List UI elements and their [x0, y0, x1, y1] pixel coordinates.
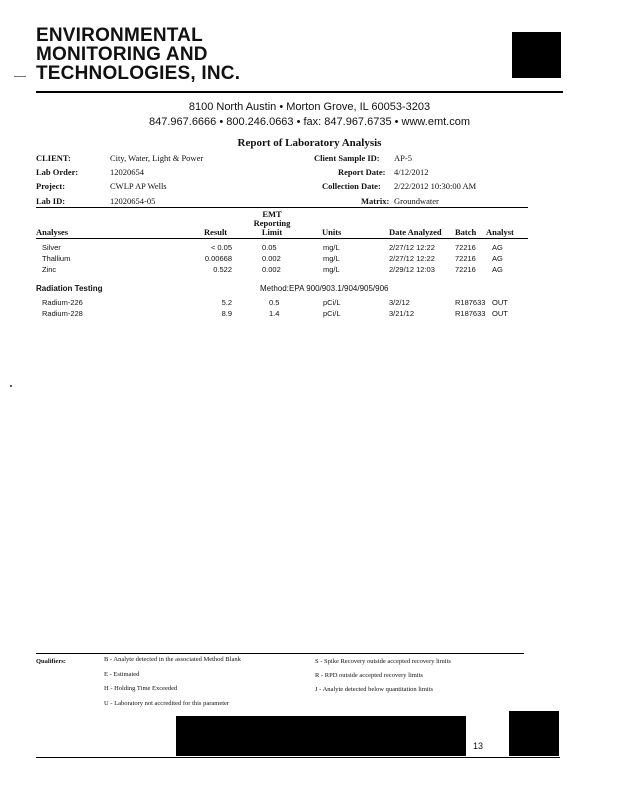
project-value: CWLP AP Wells: [110, 181, 167, 191]
row-limit: 1.4: [269, 309, 280, 318]
row-result: 0.522: [213, 265, 232, 274]
project-label: Project:: [36, 181, 66, 191]
row-analyst: AG: [492, 265, 503, 274]
row-units: mg/L: [323, 265, 340, 274]
redaction-box-bottom: [176, 716, 466, 756]
method-value: EPA 900/903.1/904/905/906: [289, 284, 389, 293]
header-rule: [36, 91, 563, 93]
row-batch: 72216: [455, 254, 476, 263]
row-analysis: Thallium: [42, 254, 71, 263]
qualifier-r: R - RPD outside accepted recovery limits: [315, 672, 423, 679]
company-name-line3: TECHNOLOGIES, INC.: [36, 63, 241, 84]
row-date: 3/2/12: [389, 298, 410, 307]
qualifier-u: U - Laboratory not accredited for this parameter: [104, 700, 230, 707]
row-batch: 72216: [455, 265, 476, 274]
row-result: < 0.05: [210, 243, 232, 252]
company-name-line1: ENVIRONMENTAL: [36, 25, 203, 46]
row-limit: 0.002: [262, 254, 281, 263]
collection-date-value: 2/22/2012 10:30:00 AM: [394, 181, 477, 191]
qualifiers-label: Qualifiers:: [36, 658, 66, 665]
company-name-line2: MONITORING AND: [36, 44, 208, 65]
report-title: Report of Laboratory Analysis: [237, 137, 382, 149]
row-batch: R187633: [455, 298, 486, 307]
row-units: mg/L: [323, 243, 340, 252]
lab-id-value: 12020654-05: [110, 196, 156, 206]
row-analyst: OUT: [492, 298, 508, 307]
row-analyst: AG: [492, 254, 503, 263]
qualifier-b: B - Analyte detected in the associated Method Blank: [104, 656, 241, 663]
lab-id-label: Lab ID:: [36, 196, 66, 206]
lab-order-value: 12020654: [110, 167, 144, 177]
row-analysis: Radium-228: [42, 309, 83, 318]
address-contact: 847.967.6666 • 800.246.0663 • fax: 847.967.6735 • www.emt.com: [149, 116, 470, 128]
redaction-box-top: [512, 32, 561, 78]
qualifiers-rule: [36, 653, 524, 654]
table-header-rule: [36, 238, 528, 239]
report-date-label: Report Date:: [338, 167, 386, 177]
matrix-label: Matrix:: [361, 196, 390, 206]
row-units: pCi/L: [323, 298, 341, 307]
scan-speck: [14, 76, 26, 77]
row-analysis: Zinc: [42, 265, 57, 274]
row-date: 2/27/12 12:22: [389, 243, 435, 252]
qualifier-j: J - Analyte detected below quantitation limits: [315, 686, 434, 693]
footer-rule: [36, 757, 560, 758]
matrix-value: Groundwater: [394, 196, 439, 206]
qualifier-e: E - Estimated: [104, 671, 140, 678]
col-header-units: Units: [322, 227, 342, 237]
company-name: [36, 26, 240, 83]
row-batch: R187633: [455, 309, 486, 318]
client-value: City, Water, Light & Power: [110, 153, 204, 163]
col-header-date: Date Analyzed: [389, 227, 442, 237]
row-result: 0.00668: [204, 254, 232, 263]
qualifier-s: S - Spike Recovery outside accepted recovery limits: [315, 658, 451, 665]
row-batch: 72216: [455, 243, 476, 252]
report-date-value: 4/12/2012: [394, 167, 429, 177]
row-analysis: Silver: [42, 243, 61, 252]
row-limit: 0.05: [262, 243, 277, 252]
sample-id-label: Client Sample ID:: [314, 153, 380, 163]
row-analyst: OUT: [492, 309, 508, 318]
row-date: 2/27/12 12:22: [389, 254, 435, 263]
redaction-box-corner: [509, 711, 559, 756]
col-header-analyst: Analyst: [486, 227, 514, 237]
lab-order-label: Lab Order:: [36, 167, 79, 177]
address-street: 8100 North Austin • Morton Grove, IL 60053-3203: [188, 101, 431, 113]
scan-speck: [10, 385, 12, 387]
info-rule: [36, 207, 528, 208]
row-limit: 0.002: [262, 265, 281, 274]
col-header-result: Result: [204, 227, 228, 237]
col-header-analyses: Analyses: [36, 227, 69, 237]
row-analysis: Radium-226: [42, 298, 83, 307]
row-units: pCi/L: [323, 309, 341, 318]
col-header-limit: EMT Reporting Limit: [253, 209, 291, 237]
sample-id-value: AP-5: [394, 153, 412, 163]
page-number: 13: [473, 741, 484, 751]
row-result: 8.9: [221, 309, 232, 318]
section-radiation-testing: Radiation Testing: [36, 284, 103, 293]
row-limit: 0.5: [269, 298, 280, 307]
row-date: 3/21/12: [389, 309, 415, 318]
client-label: CLIENT:: [36, 153, 71, 163]
row-result: 5.2: [221, 298, 232, 307]
qualifier-h: H - Holding Time Exceeded: [104, 685, 178, 692]
row-date: 2/29/12 12:03: [389, 265, 435, 274]
row-analyst: AG: [492, 243, 503, 252]
method-label: Method:: [260, 284, 289, 293]
col-header-batch: Batch: [455, 227, 477, 237]
collection-date-label: Collection Date:: [322, 181, 381, 191]
row-units: mg/L: [323, 254, 340, 263]
